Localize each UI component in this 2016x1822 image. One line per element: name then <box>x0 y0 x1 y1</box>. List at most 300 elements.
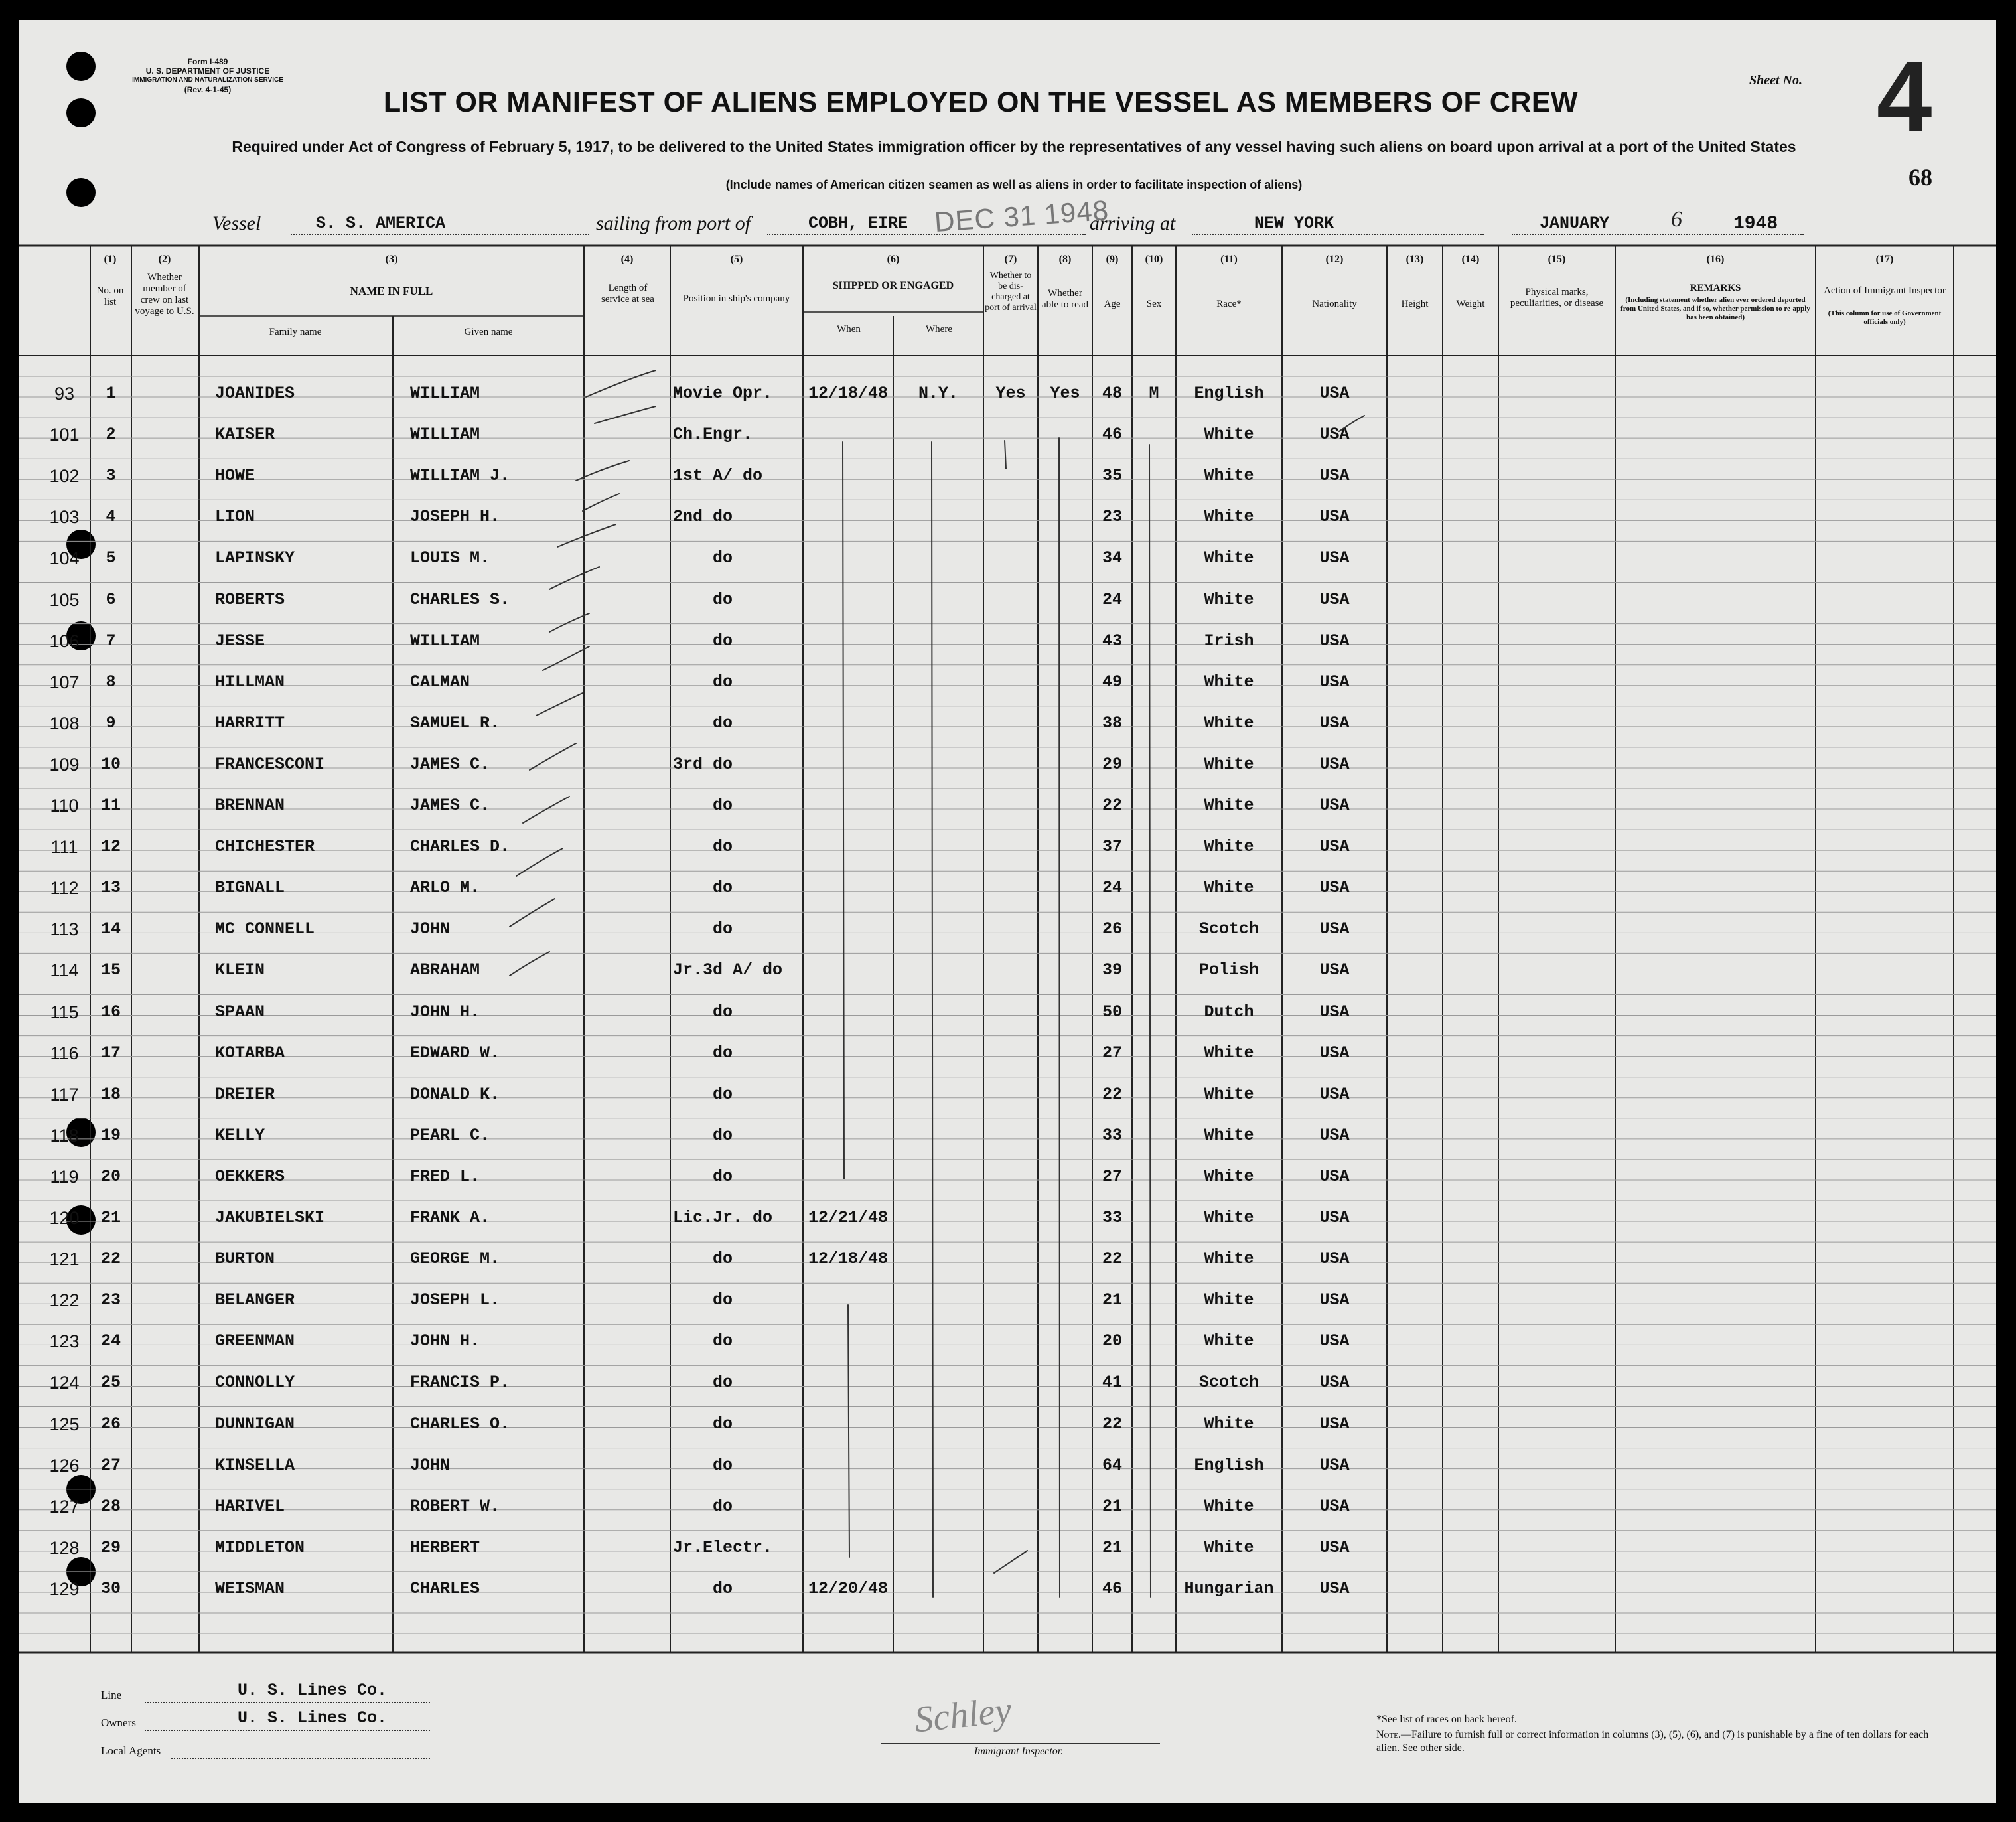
row-number: 15 <box>100 960 121 980</box>
race: Dutch <box>1204 1002 1254 1022</box>
col-num-16: (16) <box>1706 254 1725 265</box>
age: 46 <box>1102 425 1122 445</box>
position: 2nd do <box>673 507 733 527</box>
race: White <box>1204 1043 1254 1063</box>
race: White <box>1204 466 1254 486</box>
margin-number: 93 <box>54 384 75 404</box>
position: do <box>713 1578 733 1598</box>
margin-number: 110 <box>50 796 79 816</box>
position: do <box>713 672 733 692</box>
nationality: USA <box>1319 1084 1350 1104</box>
position: 1st A/ do <box>673 466 763 486</box>
given-name: EDWARD W. <box>410 1043 500 1063</box>
row-number: 18 <box>100 1084 121 1104</box>
given-name: FRANK A. <box>410 1208 490 1227</box>
header-weight: Weight <box>1456 299 1485 309</box>
given-name: ROBERT W. <box>410 1496 500 1516</box>
margin-number: 127 <box>49 1496 80 1517</box>
race-note: *See list of races on back hereof. <box>1376 1714 1517 1725</box>
race: White <box>1204 1414 1254 1434</box>
header-no-on-list: No. on list <box>96 285 124 307</box>
row-number: 13 <box>100 878 121 898</box>
col-num-6: (6) <box>887 254 900 265</box>
row-number: 2 <box>106 425 116 445</box>
family-name: MIDDLETON <box>215 1537 305 1557</box>
race: White <box>1204 1496 1254 1516</box>
age: 21 <box>1102 1537 1122 1557</box>
row-number: 6 <box>106 589 116 609</box>
owners-value: U. S. Lines Co. <box>238 1708 388 1728</box>
sailing-label: sailing from port of <box>596 212 751 234</box>
col-num-12: (12) <box>1325 254 1344 265</box>
margin-number: 105 <box>49 589 80 610</box>
given-name: CHARLES D. <box>410 837 510 857</box>
race: White <box>1204 548 1254 568</box>
shipped-when: 12/21/48 <box>808 1208 889 1227</box>
given-name: FRED L. <box>410 1166 480 1186</box>
shipped-when: 12/18/48 <box>808 1249 889 1269</box>
position: do <box>713 1496 733 1516</box>
row-number: 26 <box>100 1414 121 1434</box>
race: White <box>1204 1290 1254 1310</box>
col-num-14: (14) <box>1461 254 1480 265</box>
given-name: CHARLES <box>410 1578 480 1598</box>
race: Irish <box>1204 631 1254 650</box>
shipped-when: 12/20/48 <box>808 1578 889 1598</box>
header-remarks-note: (Including statement whether alien ever ordered deported from United States, and if so, whether permission to re-apply has been obtained) <box>1620 296 1810 321</box>
col-num-2: (2) <box>158 254 171 265</box>
family-name: LION <box>215 507 255 527</box>
margin-number: 113 <box>50 919 79 940</box>
given-name: WILLIAM <box>410 631 480 650</box>
race: Polish <box>1198 960 1259 980</box>
given-name: GEORGE M. <box>410 1249 500 1269</box>
nationality: USA <box>1319 1414 1350 1434</box>
arrival-month: JANUARY <box>1540 214 1610 233</box>
position: do <box>713 589 733 609</box>
row-number: 7 <box>106 631 116 650</box>
position: do <box>713 1249 733 1269</box>
position: Lic.Jr. do <box>673 1208 773 1227</box>
family-name: CHICHESTER <box>215 837 315 857</box>
header-when: When <box>837 324 861 335</box>
position: do <box>713 1166 733 1186</box>
nationality: USA <box>1319 631 1350 650</box>
given-name: ABRAHAM <box>410 960 480 980</box>
nationality: USA <box>1319 1208 1350 1227</box>
row-number: 11 <box>100 796 121 815</box>
header-given-name: Given name <box>464 327 513 337</box>
given-name: LOUIS M. <box>410 548 490 568</box>
page-number: 68 <box>1908 164 1932 190</box>
handwritten-marks <box>19 20 1996 1803</box>
position: Ch.Engr. <box>673 425 753 445</box>
margin-number: 117 <box>50 1084 79 1104</box>
family-name: HARIVEL <box>215 1496 285 1516</box>
position: do <box>713 1373 733 1393</box>
margin-number: 126 <box>49 1455 80 1476</box>
sheet-number: 4 <box>1877 40 1932 152</box>
row-number: 24 <box>100 1331 121 1351</box>
age: 29 <box>1102 754 1122 774</box>
age: 21 <box>1102 1496 1122 1516</box>
age: 34 <box>1102 548 1122 568</box>
age: 49 <box>1102 672 1122 692</box>
form-revision: (Rev. 4-1-45) <box>184 85 232 94</box>
header-nationality: Nationality <box>1312 299 1357 309</box>
family-name: KINSELLA <box>215 1455 295 1475</box>
owners-underline <box>145 1730 430 1731</box>
margin-number: 128 <box>49 1537 80 1558</box>
arrival-year: 1948 <box>1733 214 1778 234</box>
header-action-inspector: Action of Immigrant Inspector <box>1824 285 1946 296</box>
family-name: DUNNIGAN <box>215 1414 295 1434</box>
vessel-name: S. S. AMERICA <box>316 214 446 233</box>
given-name: JAMES C. <box>410 796 490 815</box>
position: do <box>713 1455 733 1475</box>
row-number: 28 <box>100 1496 121 1516</box>
arriving-label: arriving at <box>1090 212 1176 234</box>
nationality: USA <box>1319 713 1350 733</box>
age: 46 <box>1102 1578 1122 1598</box>
nationality: USA <box>1319 960 1350 980</box>
row-number: 3 <box>106 466 116 486</box>
family-name: ROBERTS <box>215 589 285 609</box>
position: do <box>713 1414 733 1434</box>
age: 43 <box>1102 631 1122 650</box>
given-name: SAMUEL R. <box>410 713 500 733</box>
given-name: JOHN <box>410 919 451 939</box>
family-name: KELLY <box>215 1125 265 1145</box>
age: 64 <box>1102 1455 1122 1475</box>
margin-number: 104 <box>49 548 80 569</box>
given-name: WILLIAM <box>410 384 480 403</box>
age: 22 <box>1102 796 1122 815</box>
given-name: FRANCIS P. <box>410 1373 510 1393</box>
header-able-to-read: Whether able to read <box>1042 288 1088 310</box>
margin-number: 107 <box>49 672 80 692</box>
line-underline <box>145 1702 430 1703</box>
col-num-7: (7) <box>1004 254 1017 265</box>
margin-number: 119 <box>50 1166 79 1187</box>
nationality: USA <box>1319 837 1350 857</box>
nationality: USA <box>1319 796 1350 815</box>
age: 27 <box>1102 1043 1122 1063</box>
family-name: HOWE <box>215 466 255 486</box>
note-lead: Note. <box>1376 1729 1401 1740</box>
given-name: CHARLES O. <box>410 1414 510 1434</box>
family-name: WEISMAN <box>215 1578 285 1598</box>
race: White <box>1204 672 1254 692</box>
inspector-underline <box>881 1743 1160 1744</box>
given-name: CALMAN <box>410 672 470 692</box>
margin-number: 122 <box>49 1290 80 1311</box>
family-name: JESSE <box>215 631 265 650</box>
age: 24 <box>1102 589 1122 609</box>
inspector-signature: Schley <box>912 1689 1013 1741</box>
col-num-15: (15) <box>1548 254 1566 265</box>
race: White <box>1204 713 1254 733</box>
race: White <box>1204 837 1254 857</box>
row-number: 30 <box>100 1578 121 1598</box>
position: do <box>713 548 733 568</box>
race: English <box>1194 1455 1264 1475</box>
race: White <box>1204 878 1254 898</box>
race: Scotch <box>1198 1373 1259 1393</box>
header-height: Height <box>1401 299 1429 309</box>
race: White <box>1204 507 1254 527</box>
col-num-11: (11) <box>1220 254 1238 265</box>
race: White <box>1204 1125 1254 1145</box>
position: do <box>713 1331 733 1351</box>
nationality: USA <box>1319 919 1350 939</box>
nationality: USA <box>1319 384 1350 403</box>
nationality: USA <box>1319 1496 1350 1516</box>
arrival-day: 6 <box>1671 207 1682 232</box>
header-family-name: Family name <box>269 327 322 337</box>
nationality: USA <box>1319 754 1350 774</box>
given-name: WILLIAM <box>410 425 480 445</box>
header-remarks: REMARKS <box>1690 283 1741 293</box>
race: White <box>1204 1166 1254 1186</box>
age: 22 <box>1102 1414 1122 1434</box>
col-num-13: (13) <box>1405 254 1424 265</box>
age: 39 <box>1102 960 1122 980</box>
position: 3rd do <box>673 754 733 774</box>
race: English <box>1194 384 1264 403</box>
row-number: 21 <box>100 1208 121 1227</box>
received-stamp: DEC 31 1948 <box>933 194 1110 238</box>
age: 24 <box>1102 878 1122 898</box>
position: Movie Opr. <box>673 384 773 403</box>
subtitle-note: (Include names of American citizen seamen as well as aliens in order to facilitate inspection of aliens) <box>725 178 1303 191</box>
col-num-8: (8) <box>1058 254 1072 265</box>
row-number: 10 <box>100 754 121 774</box>
sheet-label: Sheet No. <box>1749 73 1802 88</box>
family-name: MC CONNELL <box>215 919 315 939</box>
row-number: 17 <box>100 1043 121 1063</box>
form-number: Form I-489 <box>187 57 228 66</box>
header-race: Race* <box>1216 299 1242 309</box>
row-number: 1 <box>106 384 116 403</box>
position: do <box>713 1084 733 1104</box>
family-name: HILLMAN <box>215 672 285 692</box>
nationality: USA <box>1319 1578 1350 1598</box>
margin-number: 120 <box>49 1208 80 1228</box>
nationality: USA <box>1319 1537 1350 1557</box>
given-name: JOSEPH L. <box>410 1290 500 1310</box>
row-number: 19 <box>100 1125 121 1145</box>
margin-number: 111 <box>50 837 78 858</box>
age: 20 <box>1102 1331 1122 1351</box>
race: Scotch <box>1198 919 1259 939</box>
family-name: BIGNALL <box>215 878 285 898</box>
family-name: FRANCESCONI <box>215 754 325 774</box>
race: White <box>1204 754 1254 774</box>
header-shipped-engaged: SHIPPED OR ENGAGED <box>832 280 954 291</box>
inspector-label: Immigrant Inspector. <box>974 1746 1064 1757</box>
age: 22 <box>1102 1084 1122 1104</box>
sex: M <box>1149 384 1159 403</box>
race: White <box>1204 425 1254 445</box>
note-text: —Failure to furnish full or correct information in columns (3), (5), (6), and (7) is punishable by a fine of ten dollars for each alien. See other side. <box>1376 1729 1929 1754</box>
position: do <box>713 1125 733 1145</box>
position: do <box>713 1043 733 1063</box>
header-position: Position in ship's company <box>683 293 790 304</box>
family-name: JOANIDES <box>215 384 295 403</box>
service-name: IMMIGRATION AND NATURALIZATION SERVICE <box>132 76 283 84</box>
row-number: 16 <box>100 1002 121 1022</box>
row-number: 5 <box>106 548 116 568</box>
given-name: PEARL C. <box>410 1125 490 1145</box>
position: Jr.3d A/ do <box>673 960 783 980</box>
race: Hungarian <box>1184 1578 1274 1598</box>
nationality: USA <box>1319 589 1350 609</box>
family-name: GREENMAN <box>215 1331 295 1351</box>
age: 38 <box>1102 713 1122 733</box>
margin-number: 112 <box>50 878 79 899</box>
col-num-1: (1) <box>104 254 117 265</box>
margin-number: 124 <box>49 1373 80 1393</box>
col-num-9: (9) <box>1106 254 1119 265</box>
race: White <box>1204 1208 1254 1227</box>
row-number: 8 <box>106 672 116 692</box>
family-name: JAKUBIELSKI <box>215 1208 325 1227</box>
age: 35 <box>1102 466 1122 486</box>
position: do <box>713 837 733 857</box>
position: do <box>713 878 733 898</box>
age: 41 <box>1102 1373 1122 1393</box>
family-name: CONNOLLY <box>215 1373 295 1393</box>
row-number: 23 <box>100 1290 121 1310</box>
subtitle: Required under Act of Congress of February 5, 1917, to be delivered to the United States immigration officer by the representatives of any vessel having such aliens on board upon arrival at a port of the United States <box>232 138 1796 155</box>
row-number: 4 <box>106 507 116 527</box>
nationality: USA <box>1319 507 1350 527</box>
family-name: HARRITT <box>215 713 285 733</box>
penalty-note <box>1376 1728 1947 1755</box>
age: 50 <box>1102 1002 1122 1022</box>
margin-number: 116 <box>50 1043 79 1063</box>
family-name: OEKKERS <box>215 1166 285 1186</box>
margin-number: 108 <box>49 713 80 733</box>
family-name: LAPINSKY <box>215 548 295 568</box>
race: White <box>1204 589 1254 609</box>
header-action-note: (This column for use of Government officials only) <box>1828 309 1942 326</box>
given-name: DONALD K. <box>410 1084 500 1104</box>
margin-number: 123 <box>49 1331 80 1352</box>
able-to-read: Yes <box>1050 384 1080 403</box>
nationality: USA <box>1319 1290 1350 1310</box>
nationality: USA <box>1319 1249 1350 1269</box>
family-name: BURTON <box>215 1249 275 1269</box>
margin-number: 101 <box>49 425 80 445</box>
margin-number: 121 <box>49 1249 80 1270</box>
given-name: HERBERT <box>410 1537 480 1557</box>
age: 22 <box>1102 1249 1122 1269</box>
race: White <box>1204 1537 1254 1557</box>
family-name: KOTARBA <box>215 1043 285 1063</box>
row-number: 20 <box>100 1166 121 1186</box>
family-name: BRENNAN <box>215 796 285 815</box>
margin-number: 129 <box>49 1578 80 1599</box>
race: White <box>1204 1084 1254 1104</box>
age: 33 <box>1102 1125 1122 1145</box>
margin-number: 114 <box>50 960 79 981</box>
given-name: JOHN H. <box>410 1002 480 1022</box>
nationality: USA <box>1319 548 1350 568</box>
position: Jr.Electr. <box>673 1537 773 1557</box>
agents-underline <box>171 1758 430 1759</box>
margin-number: 103 <box>49 507 80 528</box>
nationality: USA <box>1319 878 1350 898</box>
given-name: JAMES C. <box>410 754 490 774</box>
given-name: ARLO M. <box>410 878 480 898</box>
given-name: JOHN H. <box>410 1331 480 1351</box>
row-number: 12 <box>100 837 121 857</box>
margin-number: 109 <box>49 754 80 775</box>
family-name: SPAAN <box>215 1002 265 1022</box>
given-name: JOSEPH H. <box>410 507 500 527</box>
agents-label: Local Agents <box>101 1744 161 1757</box>
line-label: Line <box>101 1689 122 1701</box>
row-number: 29 <box>100 1537 121 1557</box>
margin-number: 118 <box>50 1125 79 1146</box>
port-from: COBH, EIRE <box>808 214 908 233</box>
port-to: NEW YORK <box>1254 214 1334 233</box>
family-name: KAISER <box>215 425 275 445</box>
family-name: KLEIN <box>215 960 265 980</box>
row-number: 27 <box>100 1455 121 1475</box>
header-length-service: Length of service at sea <box>601 283 654 305</box>
row-number: 25 <box>100 1373 121 1393</box>
race: White <box>1204 1249 1254 1269</box>
given-name: WILLIAM J. <box>410 466 510 486</box>
margin-number: 115 <box>50 1002 79 1022</box>
margin-number: 102 <box>49 466 80 487</box>
header-age: Age <box>1104 299 1121 309</box>
margin-number: 125 <box>49 1414 80 1434</box>
header-where: Where <box>926 324 952 335</box>
row-number: 22 <box>100 1249 121 1269</box>
nationality: USA <box>1319 425 1350 445</box>
nationality: USA <box>1319 672 1350 692</box>
line-value: U. S. Lines Co. <box>238 1681 388 1700</box>
age: 27 <box>1102 1166 1122 1186</box>
race: White <box>1204 1331 1254 1351</box>
age: 23 <box>1102 507 1122 527</box>
age: 26 <box>1102 919 1122 939</box>
given-name: CHARLES S. <box>410 589 510 609</box>
nationality: USA <box>1319 466 1350 486</box>
vessel-label: Vessel <box>212 212 261 234</box>
col-num-10: (10) <box>1145 254 1163 265</box>
position: do <box>713 1290 733 1310</box>
age: 48 <box>1102 384 1122 403</box>
family-name: BELANGER <box>215 1290 295 1310</box>
owners-label: Owners <box>101 1716 136 1729</box>
position: do <box>713 713 733 733</box>
nationality: USA <box>1319 1331 1350 1351</box>
col-num-4: (4) <box>620 254 634 265</box>
age: 33 <box>1102 1208 1122 1227</box>
position: do <box>713 631 733 650</box>
manifest-sheet <box>19 20 1996 1803</box>
discharged: Yes <box>995 384 1026 403</box>
nationality: USA <box>1319 1166 1350 1186</box>
header-crew-last-voyage: Whether member of crew on last voyage to U.S. <box>135 272 194 317</box>
nationality: USA <box>1319 1002 1350 1022</box>
age: 37 <box>1102 837 1122 857</box>
